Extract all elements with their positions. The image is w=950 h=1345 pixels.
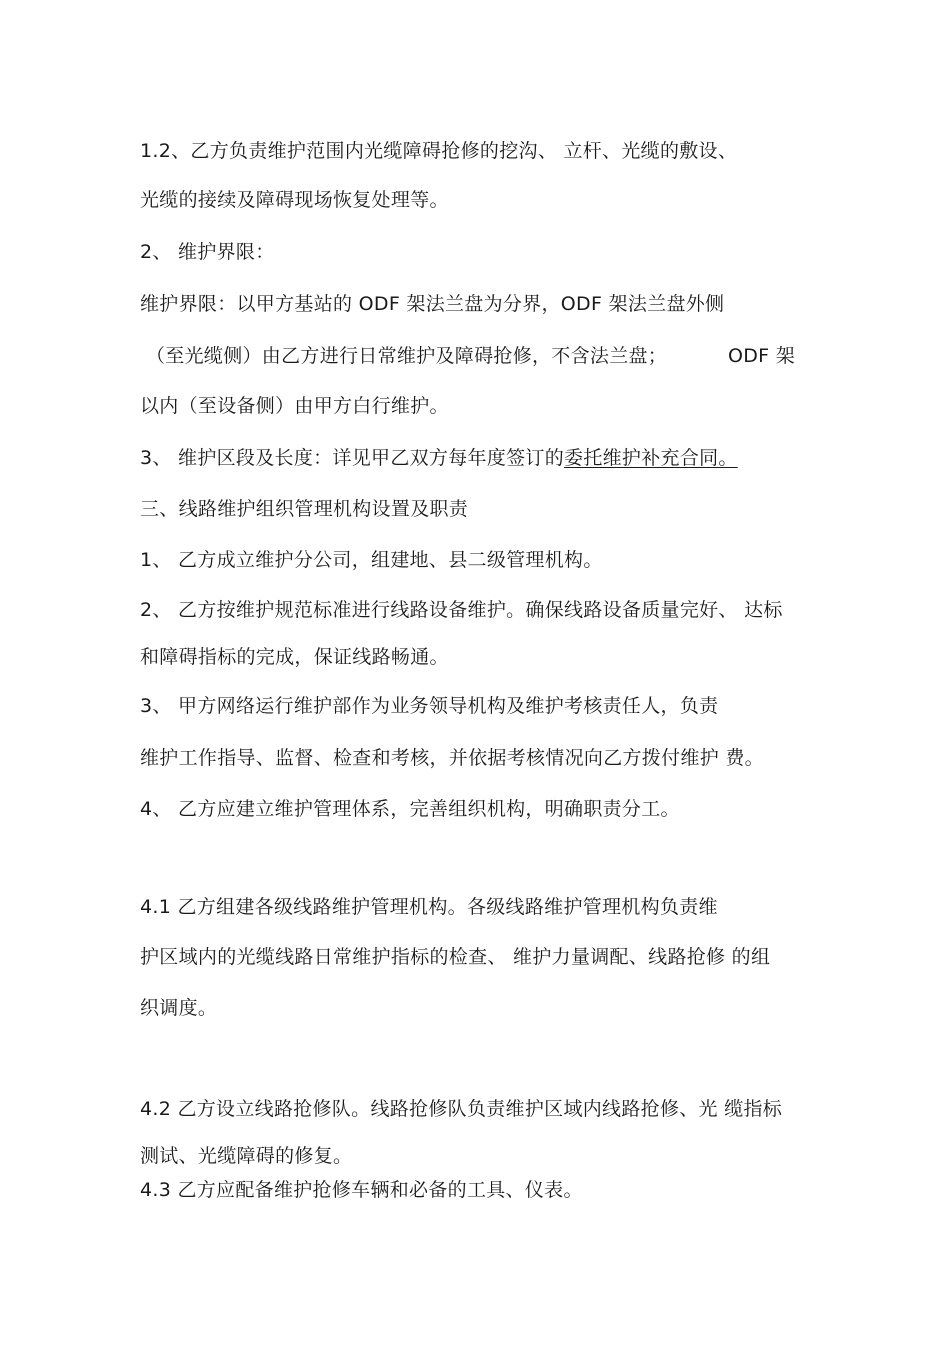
paragraph-1-2-line-1: 1.2、乙方负责维护范围内光缆障碍抢修的挖沟、 立杆、光缆的敷设、 <box>140 140 738 162</box>
boundary-line-3: 以内（至设备侧）由甲方白行维护。 <box>140 395 449 417</box>
contract-reference: 委托维护补充合同。 <box>564 447 738 469</box>
item-3-line-2: 维护工作指导、监督、检查和考核，并依据考核情况向乙方拨付维护 费。 <box>140 747 764 769</box>
chapter-3-heading: 三、线路维护组织管理机构设置及职责 <box>140 498 469 520</box>
boundary-line-1: 维护界限：以甲方基站的 ODF 架法兰盘为分界，ODF 架法兰盘外侧 <box>140 293 725 315</box>
section-2-heading: 2、 维护界限： <box>140 241 275 263</box>
item-1: 1、 乙方成立维护分公司，组建地、县二级管理机构。 <box>140 549 603 571</box>
item-4-3: 4.3 乙方应配备维护抢修车辆和必备的工具、仪表。 <box>140 1179 583 1201</box>
item-4-2-line-2: 测试、光缆障碍的修复。 <box>140 1145 353 1167</box>
item-3-line-1: 3、 甲方网络运行维护部作为业务领导机构及维护考核责任人，负责 <box>140 695 719 717</box>
section-3-text: 3、 维护区段及长度：详见甲乙双方每年度签订的 <box>140 447 565 469</box>
boundary-line-2: （至光缆侧）由乙方进行日常维护及障碍抢修，不含法兰盘； <box>146 345 668 367</box>
item-2-line-1: 2、 乙方按维护规范标准进行线路设备维护。确保线路设备质量完好、 达标 <box>140 599 783 621</box>
item-4-1-line-2: 护区域内的光缆线路日常维护指标的检查、 维护力量调配、线路抢修 的组 <box>140 946 771 968</box>
section-3-line <box>140 446 738 470</box>
item-4: 4、 乙方应建立维护管理体系，完善组织机构，明确职责分工。 <box>140 798 680 820</box>
item-4-1-line-1: 4.1 乙方组建各级线路维护管理机构。各级线路维护管理机构负责维 <box>140 896 718 918</box>
item-4-1-line-3: 织调度。 <box>140 997 218 1019</box>
item-4-2-line-1: 4.2 乙方设立线路抢修队。线路抢修队负责维护区域内线路抢修、光 缆指标 <box>140 1098 783 1120</box>
item-2-line-2: 和障碍指标的完成，保证线路畅通。 <box>140 646 449 668</box>
paragraph-1-2-line-2: 光缆的接续及障碍现场恢复处理等。 <box>140 189 449 211</box>
boundary-line-2-tail: ODF 架 <box>728 345 796 367</box>
